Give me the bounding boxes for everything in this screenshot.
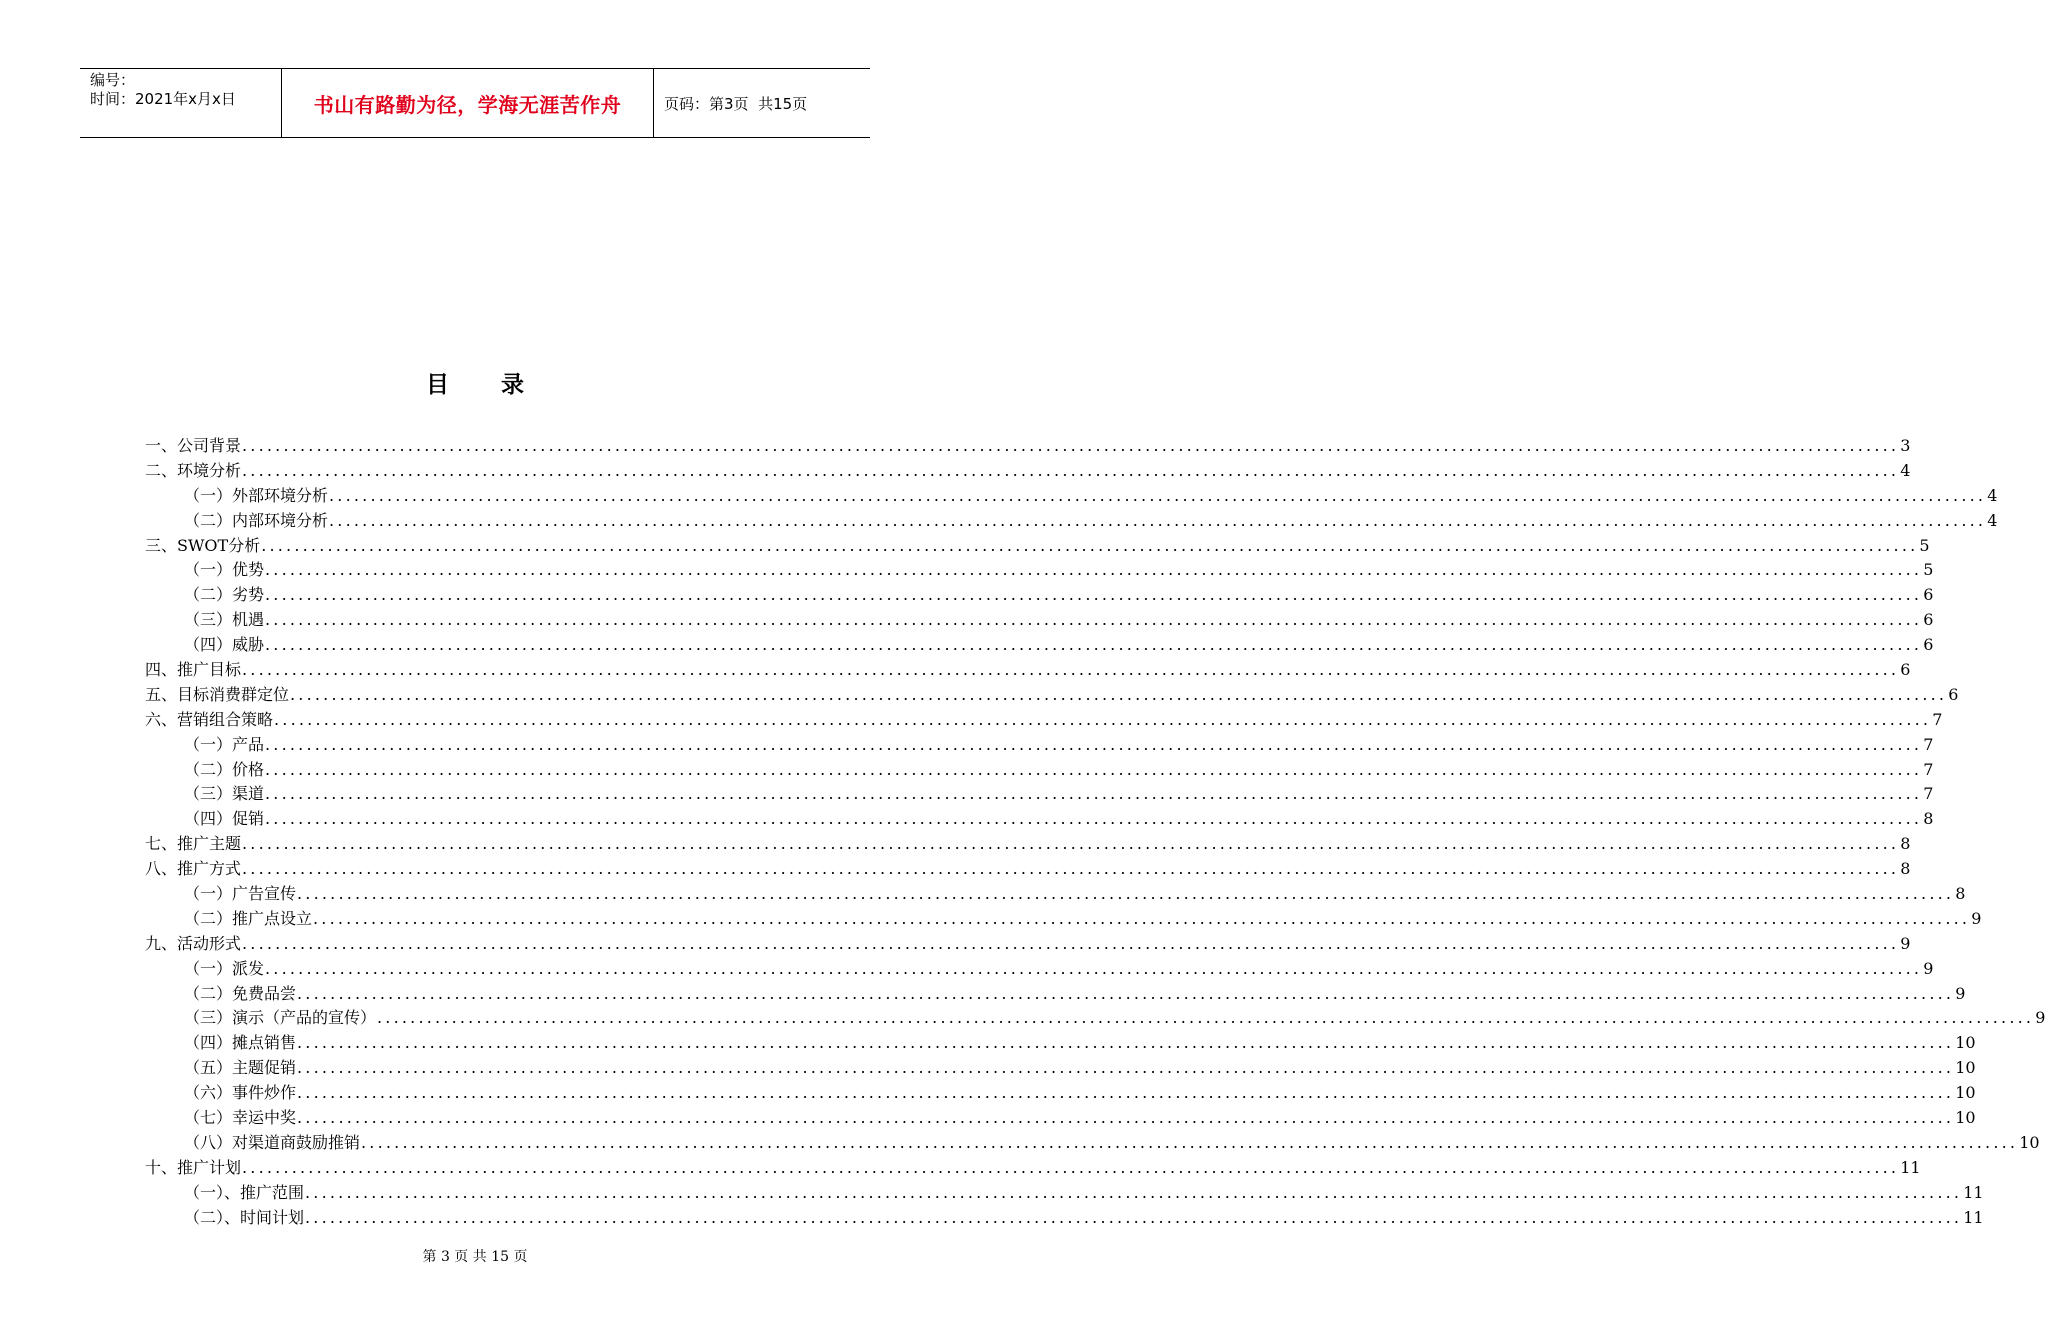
toc-leader-dots: ........................................................................................................................................................................................................	[313, 908, 1971, 928]
toc-entry-text: 八、推广方式	[145, 859, 242, 879]
toc-entry-text: 七、推广主题	[145, 834, 242, 854]
toc-entry-page: 4	[1900, 460, 1911, 480]
toc-entry-page: 7	[1923, 784, 1934, 804]
toc-leader-dots: ........................................................................................................................................................................................................	[265, 734, 1923, 754]
toc-entry-text: （三）机遇	[184, 610, 265, 630]
toc-entry[interactable]	[145, 583, 1934, 608]
toc-entry-page: 10	[1955, 1108, 1976, 1128]
header-meta-cell	[80, 69, 282, 137]
toc-entry-page: 10	[2019, 1132, 2040, 1152]
toc-entry[interactable]	[145, 982, 1966, 1007]
toc-entry-page: 7	[1923, 734, 1934, 754]
toc-entry-text: （一）优势	[184, 560, 265, 580]
toc-entry-text: 十、推广计划	[145, 1157, 242, 1177]
toc-entry-page: 4	[1987, 485, 1998, 505]
toc-leader-dots: ........................................................................................................................................................................................................	[329, 485, 1987, 505]
toc-entry[interactable]	[145, 1006, 2045, 1031]
toc-entry-page: 6	[1923, 635, 1934, 655]
toc-entry-text: 四、推广目标	[145, 660, 242, 680]
toc-entry[interactable]	[145, 733, 1934, 758]
header-page-info: 页码：第3页 共15页	[664, 94, 808, 113]
toc-leader-dots: ........................................................................................................................................................................................................	[242, 859, 1900, 879]
toc-entry-text: （一）外部环境分析	[184, 485, 329, 505]
toc-entry-page: 9	[2035, 1008, 2045, 1028]
toc-entry-page: 9	[1900, 933, 1911, 953]
toc-entry[interactable]	[145, 459, 1911, 484]
toc-entry-page: 6	[1948, 684, 1959, 704]
toc-leader-dots: ........................................................................................................................................................................................................	[329, 510, 1987, 530]
toc-entry[interactable]	[145, 708, 1943, 733]
toc-entry-page: 11	[1963, 1207, 1984, 1227]
page-header	[80, 68, 870, 138]
toc-leader-dots: ........................................................................................................................................................................................................	[265, 635, 1923, 655]
toc-entry[interactable]	[145, 932, 1911, 957]
toc-entry-text: 二、环境分析	[145, 460, 242, 480]
toc-entry-page: 9	[1971, 908, 1982, 928]
toc-entry-text: （一）派发	[184, 958, 265, 978]
toc-entry-text: 一、公司背景	[145, 436, 242, 455]
toc-entry[interactable]	[145, 857, 1911, 882]
toc-entry-text: （三）演示（产品的宣传）	[184, 1008, 377, 1028]
toc-entry-text: 九、活动形式	[145, 933, 242, 953]
toc-entry-page: 10	[1955, 1058, 1976, 1078]
toc-entry-text: （一）产品	[184, 734, 265, 754]
toc-leader-dots: ........................................................................................................................................................................................................	[274, 709, 1932, 729]
toc-entry-text: （一）广告宣传	[184, 884, 297, 904]
toc-entry-page: 8	[1955, 884, 1966, 904]
toc-entry-text: （二）、时间计划	[184, 1207, 305, 1227]
toc-entry-page: 11	[1900, 1157, 1921, 1177]
toc-leader-dots: ........................................................................................................................................................................................................	[305, 1207, 1963, 1227]
toc-entry[interactable]	[145, 882, 1966, 907]
toc-leader-dots: ........................................................................................................................................................................................................	[265, 784, 1923, 804]
toc-leader-dots: ........................................................................................................................................................................................................	[261, 535, 1919, 555]
toc-entry[interactable]	[145, 907, 1982, 932]
toc-entry-page: 9	[1955, 983, 1966, 1003]
toc-entry-text: （二）免费品尝	[184, 983, 297, 1003]
toc-entry-text: （二）内部环境分析	[184, 510, 329, 530]
toc-entry[interactable]	[145, 807, 1934, 832]
toc-entry-text: （二）推广点设立	[184, 908, 313, 928]
toc-entry-text: （八）对渠道商鼓励推销	[184, 1132, 361, 1152]
toc-leader-dots: ........................................................................................................................................................................................................	[265, 958, 1923, 978]
toc-entry-page: 6	[1900, 660, 1911, 680]
toc-entry[interactable]	[145, 957, 1934, 982]
toc-entry-text: （三）渠道	[184, 784, 265, 804]
toc-leader-dots: ........................................................................................................................................................................................................	[297, 983, 1955, 1003]
toc-entry[interactable]	[145, 534, 1930, 559]
page-footer: 第 3 页 共 15 页	[422, 1249, 528, 1265]
toc-entry-text: （六）事件炒作	[184, 1083, 297, 1103]
toc-entry[interactable]	[145, 832, 1911, 857]
toc-entry-page: 5	[1919, 535, 1930, 555]
toc-leader-dots: ........................................................................................................................................................................................................	[265, 610, 1923, 630]
toc-leader-dots: ........................................................................................................................................................................................................	[265, 585, 1923, 605]
toc-entry-text: （二）劣势	[184, 585, 265, 605]
toc-entry-page: 11	[1963, 1182, 1984, 1202]
toc-entry-page: 5	[1923, 560, 1934, 580]
toc-leader-dots: ........................................................................................................................................................................................................	[265, 759, 1923, 779]
toc-leader-dots: ........................................................................................................................................................................................................	[297, 1108, 1955, 1128]
toc-leader-dots: ........................................................................................................................................................................................................	[242, 460, 1900, 480]
toc-entry[interactable]	[145, 1031, 1976, 1056]
toc-entry[interactable]	[145, 1106, 1976, 1131]
toc-entry[interactable]	[145, 484, 1998, 509]
toc-entry-page: 7	[1932, 709, 1943, 729]
toc-leader-dots: ........................................................................................................................................................................................................	[290, 684, 1948, 704]
toc-entry[interactable]	[145, 782, 1934, 807]
toc-entry-text: （四）促销	[184, 809, 265, 829]
toc-entry[interactable]	[145, 683, 1959, 708]
toc-leader-dots: ........................................................................................................................................................................................................	[297, 1058, 1955, 1078]
toc-leader-dots: ........................................................................................................................................................................................................	[297, 884, 1955, 904]
toc-leader-dots: ........................................................................................................................................................................................................	[242, 1157, 1900, 1177]
toc-leader-dots: ........................................................................................................................................................................................................	[242, 834, 1900, 854]
toc-entry[interactable]	[145, 509, 1998, 534]
toc-title: 目 录	[425, 372, 546, 398]
toc-entry-page: 6	[1923, 610, 1934, 630]
toc-entry-page: 6	[1923, 585, 1934, 605]
toc-entry[interactable]	[145, 633, 1934, 658]
toc-entry[interactable]	[145, 434, 1911, 459]
toc-leader-dots: ........................................................................................................................................................................................................	[361, 1132, 2019, 1152]
toc-entry-text: （五）主题促销	[184, 1058, 297, 1078]
toc-entry-page: 9	[1923, 958, 1934, 978]
toc-entry-text: 三、SWOT分析	[145, 535, 261, 555]
toc-entry-page: 4	[1987, 510, 1998, 530]
header-motto: 书山有路勤为径，学海无涯苦作舟	[282, 69, 654, 137]
toc-leader-dots: ........................................................................................................................................................................................................	[305, 1182, 1963, 1202]
toc-leader-dots: ........................................................................................................................................................................................................	[297, 1033, 1955, 1053]
toc-entry[interactable]	[145, 1156, 1921, 1181]
toc-entry-text: （四）威胁	[184, 635, 265, 655]
toc-leader-dots: ........................................................................................................................................................................................................	[242, 660, 1900, 680]
toc-leader-dots: ........................................................................................................................................................................................................	[297, 1083, 1955, 1103]
toc-entry-page: 3	[1900, 436, 1911, 455]
toc-entry-text: （七）幸运中奖	[184, 1108, 297, 1128]
toc-entry[interactable]	[145, 558, 1934, 583]
toc-entry[interactable]	[145, 1181, 1984, 1206]
toc-leader-dots: ........................................................................................................................................................................................................	[242, 933, 1900, 953]
toc-entry-page: 10	[1955, 1083, 1976, 1103]
toc-entry[interactable]	[145, 1131, 2040, 1156]
toc-entry-text: 六、营销组合策略	[145, 709, 274, 729]
toc-entry-page: 8	[1900, 834, 1911, 854]
toc-entry[interactable]	[145, 658, 1911, 683]
toc-entry-page: 10	[1955, 1033, 1976, 1053]
toc-leader-dots: ........................................................................................................................................................................................................	[242, 436, 1900, 455]
header-time-label: 时间：2021年x月x日	[90, 90, 236, 108]
toc-entry[interactable]	[145, 1056, 1976, 1081]
toc-entry-text: （四）摊点销售	[184, 1033, 297, 1053]
toc-leader-dots: ........................................................................................................................................................................................................	[265, 560, 1923, 580]
toc-entry-page: 8	[1900, 859, 1911, 879]
toc-entry-text: （二）价格	[184, 759, 265, 779]
toc-list	[145, 434, 2045, 1231]
toc-entry-page: 8	[1923, 809, 1934, 829]
toc-entry[interactable]	[145, 608, 1934, 633]
toc-entry-page: 7	[1923, 759, 1934, 779]
toc-leader-dots: ........................................................................................................................................................................................................	[265, 809, 1923, 829]
toc-leader-dots: ........................................................................................................................................................................................................	[377, 1008, 2035, 1028]
toc-entry[interactable]	[145, 1206, 1984, 1231]
toc-entry-text: （一）、推广范围	[184, 1182, 305, 1202]
header-number-label: 编号：	[90, 71, 136, 89]
toc-entry-text: 五、目标消费群定位	[145, 684, 290, 704]
toc-entry[interactable]	[145, 1081, 1976, 1106]
toc-entry[interactable]	[145, 758, 1934, 783]
